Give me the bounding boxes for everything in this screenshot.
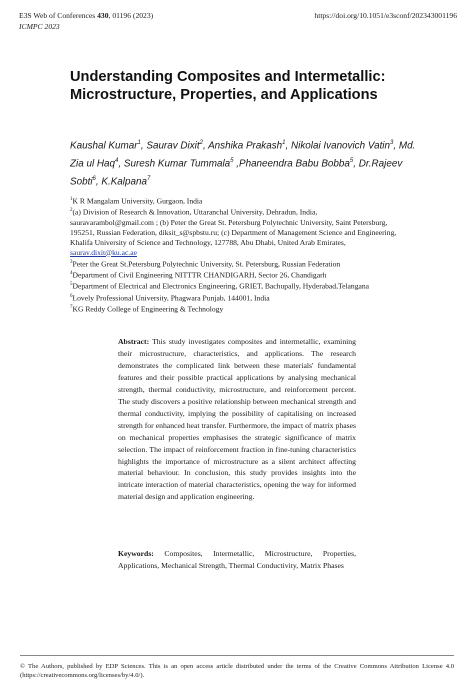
author-list <box>70 136 420 189</box>
affiliation-text: KG Reddy College of Engineering & Technology <box>72 304 224 314</box>
journal-name: E3S Web of Conferences <box>19 11 96 20</box>
affiliation-text: Department of Electrical and Electronics Engineering, GRIET, Bachupally, Hyderabad,Telangana <box>72 281 370 291</box>
author-affiliation-mark: 4 <box>115 157 119 164</box>
author-affiliation-mark: 6 <box>92 175 96 182</box>
conference-name: ICMPC 2023 <box>19 22 60 31</box>
abstract-text: This study investigates composites and intermetallic, examining their microstructure, characteristics, and applications. The research demonstrates the complicated link between these materials' fundamental features and their possible practical applications by analysing mechanical strength, thermal conductivity, microstructure, and reinforcement percent. The study discovers a positive relationship between mechanical strength and thermal conductivity, implying the possibility of capitalising on increased strength for enhanced heat transfer. Furthermore, the impact of matrix phases on mechanical properties emphasises the strategic significance of matrix selection. The impact of reinforcement fraction in fine-tuning characteristics highlights the importance of microstructure as a silent architect affecting material behaviour. In conclusion, this study provides insights into the intricate interaction of material characteristics, opening the way for informed material design and application engineering. <box>118 337 356 502</box>
affiliation-number: 1 <box>70 197 73 202</box>
affiliation-text: (a) Division of Research & Innovation, Uttaranchal University, Dehradun, India, sauravarambol@gmail.com ; (b) Peter the Great St. Petersburg Polytechnic University, Saint Petersburg, 195251, Russian Federation, diksit_s@spbstu.ru; (c) Department of Management Science and Engineering, Khalifa University of Science and Technology, 127788, Abu Dhabi, United Arab Emirates, <box>70 207 397 247</box>
article-info: , 01196 (2023) <box>108 11 154 20</box>
author-name: Dr.Rajeev Sobti <box>70 158 403 187</box>
affiliation-text: K R Mangalam University, Gurgaon, India <box>72 196 203 206</box>
abstract-label: Abstract: <box>118 337 150 346</box>
journal-citation <box>19 10 153 21</box>
affiliation-number: 5 <box>70 282 73 288</box>
author-name: Anshika Prakash <box>208 140 283 152</box>
author-affiliation-mark: 7 <box>146 175 151 182</box>
paper-title: Understanding Composites and Intermetallic: Microstructure, Properties, and Applications <box>70 69 386 103</box>
author-affiliation-mark: 5 <box>230 157 234 164</box>
affiliation-item <box>70 280 402 291</box>
keywords-text: Composites, Intermetallic, Microstructure, Properties, Applications, Mechanical Strength, Thermal Conductivity, Matrix Phases <box>118 549 356 570</box>
affiliation-number: 7 <box>70 305 73 311</box>
author-separator: , <box>95 175 102 187</box>
affiliation-item <box>70 258 402 269</box>
affiliation-item <box>70 292 402 303</box>
author-separator: , <box>118 158 124 170</box>
affiliation-number: 3 <box>70 259 73 265</box>
author-affiliation-mark: 2 <box>199 140 203 146</box>
affiliation-number: 2 <box>70 208 73 214</box>
author-name: Phaneendra Babu Bobba <box>238 158 350 170</box>
author-name: Nikolai Ivanovich Vatin <box>291 140 390 152</box>
keywords <box>118 548 356 572</box>
author-separator: , <box>233 158 239 170</box>
author-name: Saurav Dixit <box>146 140 200 152</box>
author-name: K.Kalpana <box>101 175 147 187</box>
author-name: Suresh Kumar Tummala <box>123 158 231 170</box>
license-footer: © The Authors, published by EDP Sciences. This is an open access article distributed under the terms of the Creative Commons Attribution License 4.0 (https://creativecommons.org/licenses/by/4.0/). <box>20 663 454 680</box>
author-separator: , <box>202 140 209 152</box>
footer-divider <box>20 655 454 656</box>
affiliation-number: 6 <box>70 293 73 299</box>
affiliation-item <box>70 303 402 314</box>
author-affiliation-mark: 1 <box>137 140 141 146</box>
abstract <box>118 336 356 503</box>
author-separator: , <box>285 140 292 152</box>
author-affiliation-mark: 3 <box>390 140 394 146</box>
affiliation-number: 4 <box>70 270 73 276</box>
affiliation-item <box>70 195 402 206</box>
affiliation-item <box>70 206 402 257</box>
author-separator: , <box>140 140 147 152</box>
author-separator: , <box>393 140 399 152</box>
affiliation-text: Department of Civil Engineering NITTTR CHANDIGARH, Sector 26, Chandigarh <box>72 270 327 280</box>
affiliation-text: Peter the Great St.Petersburg Polytechnic University, St. Petersburg, Russian Federation <box>72 259 341 269</box>
email-link[interactable]: saurav.dixit@ku.ac.ae <box>70 247 138 257</box>
author-name: Md. Zia ul Haq <box>70 140 416 170</box>
author-affiliation-mark: 5 <box>349 157 354 164</box>
author-name: Kaushal Kumar <box>70 140 138 152</box>
affiliation-list <box>70 195 402 315</box>
doi-link[interactable]: https://doi.org/10.1051/e3sconf/202343001196 <box>314 11 457 20</box>
author-affiliation-mark: 1 <box>282 140 286 146</box>
keywords-label: Keywords: <box>118 549 154 558</box>
journal-volume: 430 <box>97 11 109 20</box>
affiliation-text: Lovely Professional University, Phagwara Punjab, 144001, India <box>72 293 270 303</box>
affiliation-item <box>70 269 402 280</box>
author-separator: , <box>353 158 359 170</box>
